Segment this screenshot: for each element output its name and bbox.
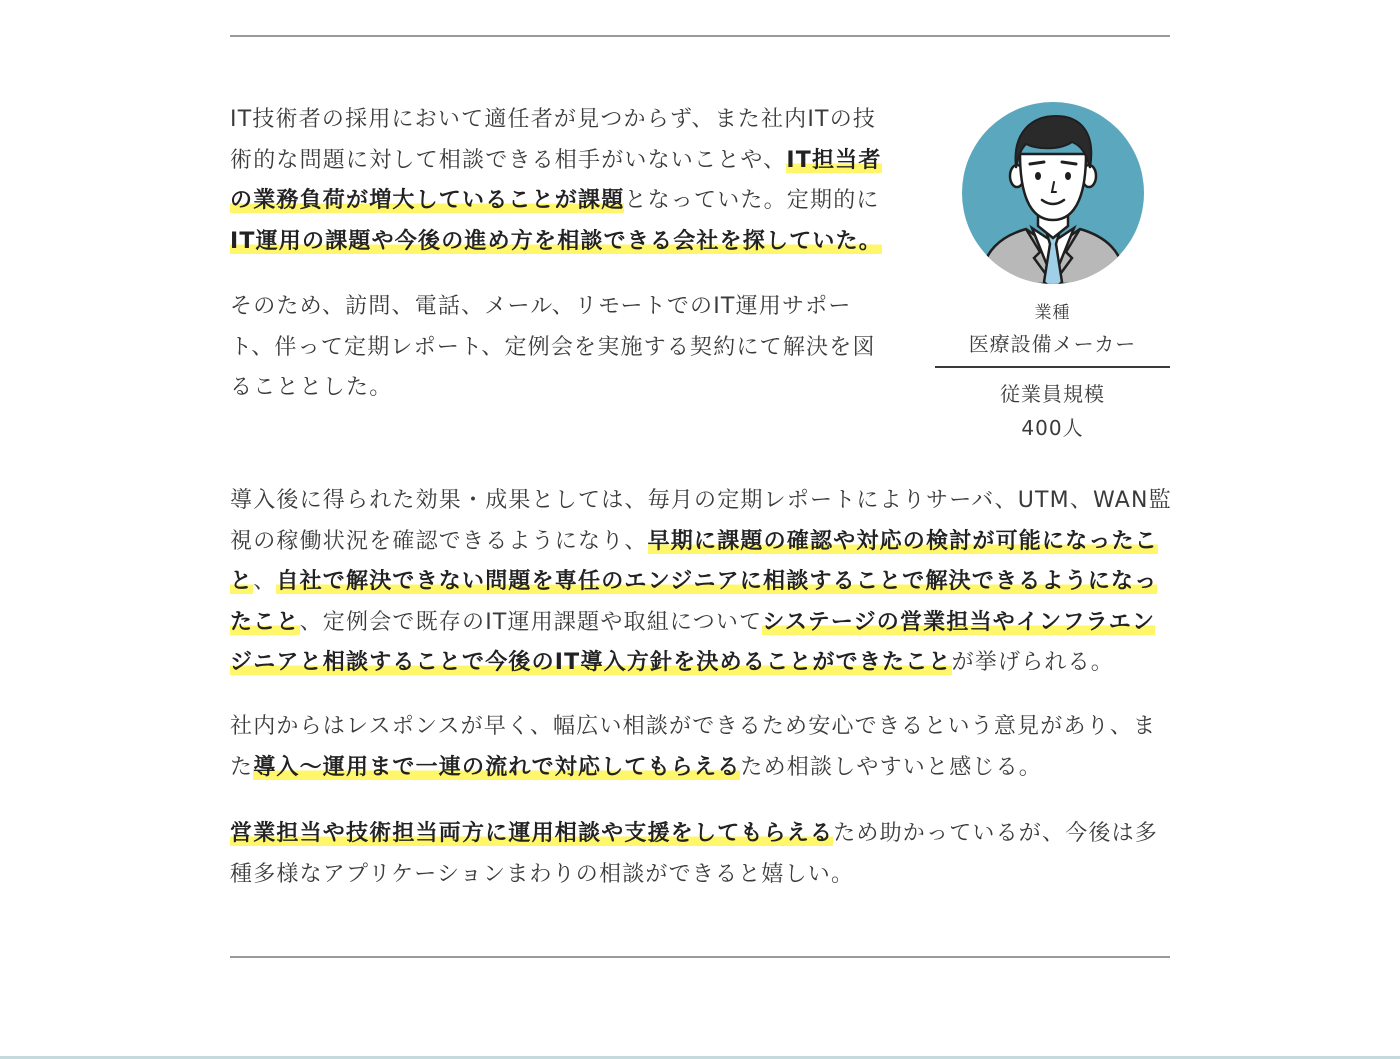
profile-divider [935, 366, 1170, 368]
highlight-text: 導入～運用まで一連の流れで対応してもらえる [253, 754, 741, 780]
results-paragraph-3: 営業担当や技術担当両方に運用相談や支援をしてもらえるため助かっているが、今後は多種多様なアプリケーションまわりの相談ができると嬉しい。 [230, 821, 1159, 887]
highlight-text: IT担当者の業務負荷が増大していることが課題 [230, 147, 882, 213]
employees-value: 400人 [1021, 416, 1084, 440]
highlight-text: 営業担当や技術担当両方に運用相談や支援をしてもらえる [230, 821, 834, 846]
intro-paragraph-1: IT技術者の採用において適任者が見つからず、また社内ITの技術的な問題に対して相談できる相手がいないことや、IT担当者の業務負荷が増大していることが課題となっていた。定期的にIT運用の課題や今後の進め方を相談できる会社を探していた。 [230, 107, 882, 254]
employees-label: 従業員規模 [1000, 382, 1105, 406]
businessman-avatar-icon [962, 102, 1144, 284]
intro-paragraph-2: そのため、訪問、電話、メール、リモートでのIT運用サポート、伴って定期レポート、定例会を実施する契約にて解決を図ることとした。 [230, 294, 876, 400]
highlight-text: 自社で解決できない問題を専任のエンジニアに相談することで解決できるようになったこと [230, 569, 1158, 635]
industry-value: 医療設備メーカー [968, 332, 1137, 356]
industry-label: 業種 [1034, 303, 1071, 323]
highlight-text: IT運用の課題や今後の進め方を相談できる会社を探していた。 [230, 228, 882, 254]
highlight-text: 早期に課題の確認や対応の検討が可能になったこと [230, 528, 1159, 594]
results-paragraph-2: 社内からはレスポンスが早く、幅広い相談ができるため安心できるという意見があり、また導入～運用まで一連の流れで対応してもらえるため相談しやすいと感じる。 [230, 714, 1157, 780]
top-divider [230, 35, 1170, 37]
highlight-text: システージの営業担当やインフラエンジニアと相談することで今後のIT導入方針を決めることができたこと [230, 609, 1156, 675]
bottom-divider [230, 956, 1170, 958]
results-paragraph-1: 導入後に得られた効果・成果としては、毎月の定期レポートによりサーバ、UTM、WAN監視の稼働状況を確認できるようになり、早期に課題の確認や対応の検討が可能になったこと、自社で解決できない問題を専任のエンジニアに相談することで解決できるようになったこと、定例会で既存のIT運用課題や取組についてシステージの営業担当やインフラエンジニアと相談することで今後のIT導入方針を決めることができたことが挙げられる。 [230, 488, 1172, 675]
